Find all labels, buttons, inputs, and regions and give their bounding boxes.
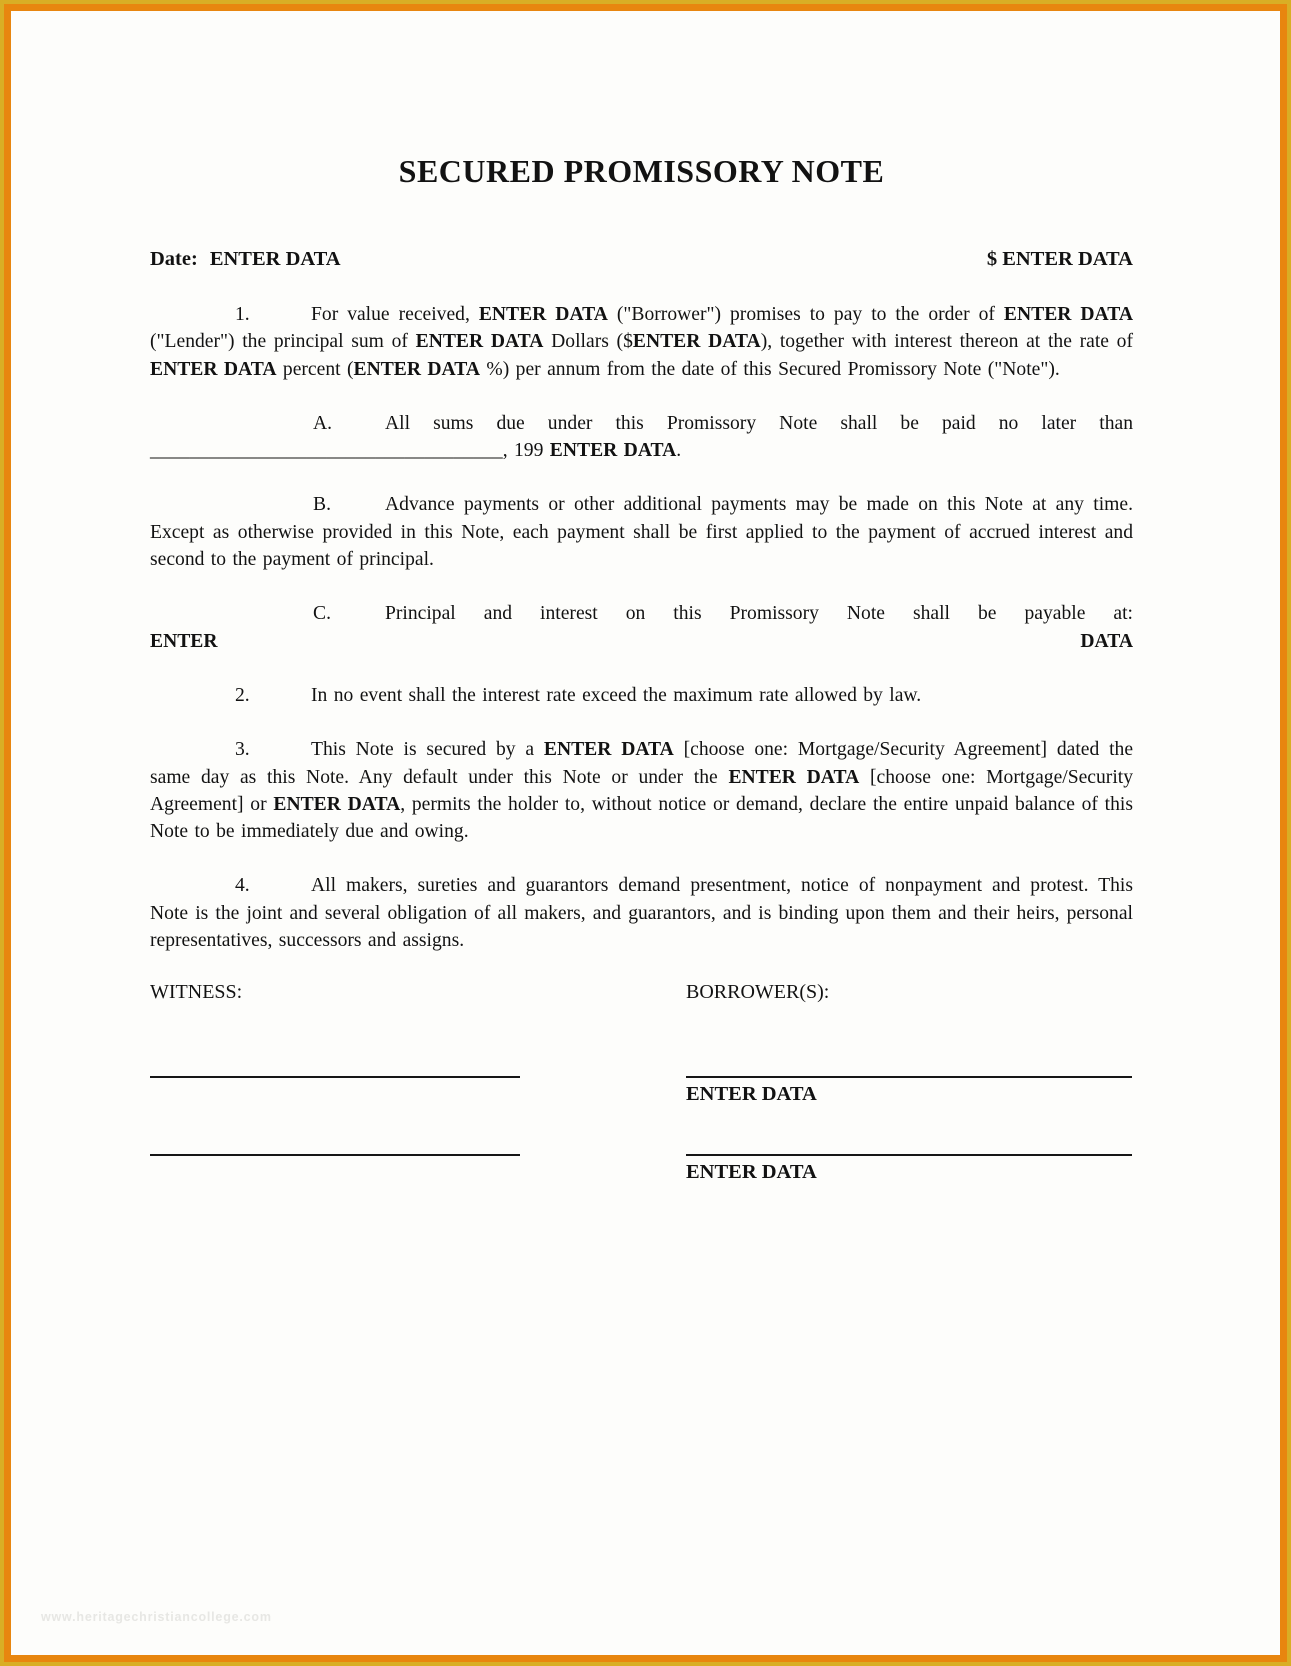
- placeholder-text: ENTER DATA: [353, 358, 481, 380]
- paragraph-label: C.: [313, 603, 331, 625]
- paragraph-label: A.: [313, 412, 333, 434]
- placeholder-text: ENTER DATA: [150, 630, 1133, 652]
- body-text: In no event shall the interest rate exceed the maximum rate allowed by law.: [311, 684, 922, 706]
- signature-row: [150, 1076, 1133, 1108]
- body-text: ____________________________________, 199: [150, 440, 550, 462]
- document-page: [4, 4, 1287, 1662]
- signature-rows-container: [150, 1076, 1133, 1186]
- placeholder-text: ENTER DATA: [478, 304, 608, 325]
- paragraph-2: [150, 682, 1133, 709]
- body-text: All makers, sureties and guarantors demand presentment, notice of nonpayment and protest. This Note is the joint and several obligation of all makers, and guarantors, and is binding upon them and their heirs, personal representatives, successors and assigns.: [150, 875, 1133, 952]
- document-title: SECURED PROMISSORY NOTE: [398, 153, 885, 189]
- body-text: ("Borrower") promises to pay to the order of: [607, 304, 1004, 325]
- witness-signature-line: [150, 1076, 520, 1078]
- body-text: Advance payments or other additional payments may be made on this Note at any time. Except as otherwise provided in this Note, each payment shall be first applied to the payment of accrued interest and second to the payment of principal.: [150, 494, 1133, 571]
- body-text: [choose one: Mortgage/Security Agreement] or: [150, 766, 1134, 815]
- body-text: For value received,: [311, 304, 479, 325]
- body-text: Principal and interest on this Promissory Note shall be payable at:: [385, 603, 1133, 625]
- paragraph-3: [150, 736, 1133, 845]
- signature-labels-row: [150, 979, 1133, 1006]
- borrower-signature-line: [686, 1154, 1132, 1156]
- date-field: [150, 246, 341, 272]
- borrowers-label: BORROWER(S):: [686, 981, 830, 1004]
- date-row: [150, 246, 1133, 272]
- body-text: ), together with interest thereon at the rate of: [760, 331, 1133, 353]
- paragraph-c: [150, 600, 1133, 655]
- borrower-signature-block: [686, 1076, 1132, 1108]
- body-text: , permits the holder to, without notice or demand, declare the entire unpaid balance of this Note to be immediately due and owing.: [150, 793, 1133, 843]
- paragraph-label: 2.: [235, 684, 250, 706]
- body-text: ("Lender") the principal sum of: [150, 331, 416, 353]
- watermark-text: www.heritagechristiancollege.com: [41, 1610, 272, 1624]
- paragraph-4: [150, 872, 1133, 954]
- placeholder-text: ENTER DATA: [150, 358, 277, 380]
- placeholder-text: ENTER DATA: [1003, 304, 1134, 325]
- borrower-signature-line: [686, 1076, 1132, 1078]
- paragraph-1: [150, 301, 1133, 383]
- witness-label: WITNESS:: [150, 981, 243, 1004]
- paragraph-a: [150, 410, 1133, 465]
- paragraphs-container: [150, 301, 1133, 954]
- borrower-name-placeholder: ENTER DATA: [686, 1161, 817, 1184]
- paragraph-label: 4.: [235, 875, 250, 897]
- body-text: This Note is secured by a: [311, 739, 544, 761]
- borrower-signature-block: [686, 1154, 1132, 1186]
- placeholder-text: ENTER DATA: [549, 440, 677, 462]
- body-text: %) per annum from the date of this Secured Promissory Note ("Note").: [480, 358, 1060, 380]
- paragraph-b: [150, 491, 1133, 573]
- borrower-name-placeholder: ENTER DATA: [686, 1083, 817, 1106]
- placeholder-text: ENTER DATA: [415, 331, 544, 353]
- signature-row: [150, 1154, 1133, 1186]
- body-text: All sums due under this Promissory Note shall be paid no later than: [385, 412, 1133, 434]
- paragraph-label: 1.: [235, 304, 250, 325]
- paragraph-label: B.: [313, 494, 331, 516]
- placeholder-text: ENTER DATA: [632, 331, 761, 353]
- body-text: Dollars ($: [543, 331, 633, 353]
- date-label: Date:: [150, 248, 198, 270]
- placeholder-text: ENTER DATA: [273, 793, 401, 815]
- placeholder-text: ENTER DATA: [728, 766, 860, 788]
- body-text: .: [676, 440, 682, 462]
- body-text: percent (: [276, 358, 354, 380]
- paragraph-label: 3.: [235, 739, 250, 761]
- body-text: [choose one: Mortgage/Security Agreement] dated the same day as this Note. Any default under this Note or under the: [150, 739, 1134, 788]
- date-value-placeholder: ENTER DATA: [209, 248, 341, 270]
- witness-signature-line: [150, 1154, 520, 1156]
- placeholder-text: ENTER DATA: [543, 739, 674, 761]
- amount-placeholder: $ ENTER DATA: [986, 248, 1133, 270]
